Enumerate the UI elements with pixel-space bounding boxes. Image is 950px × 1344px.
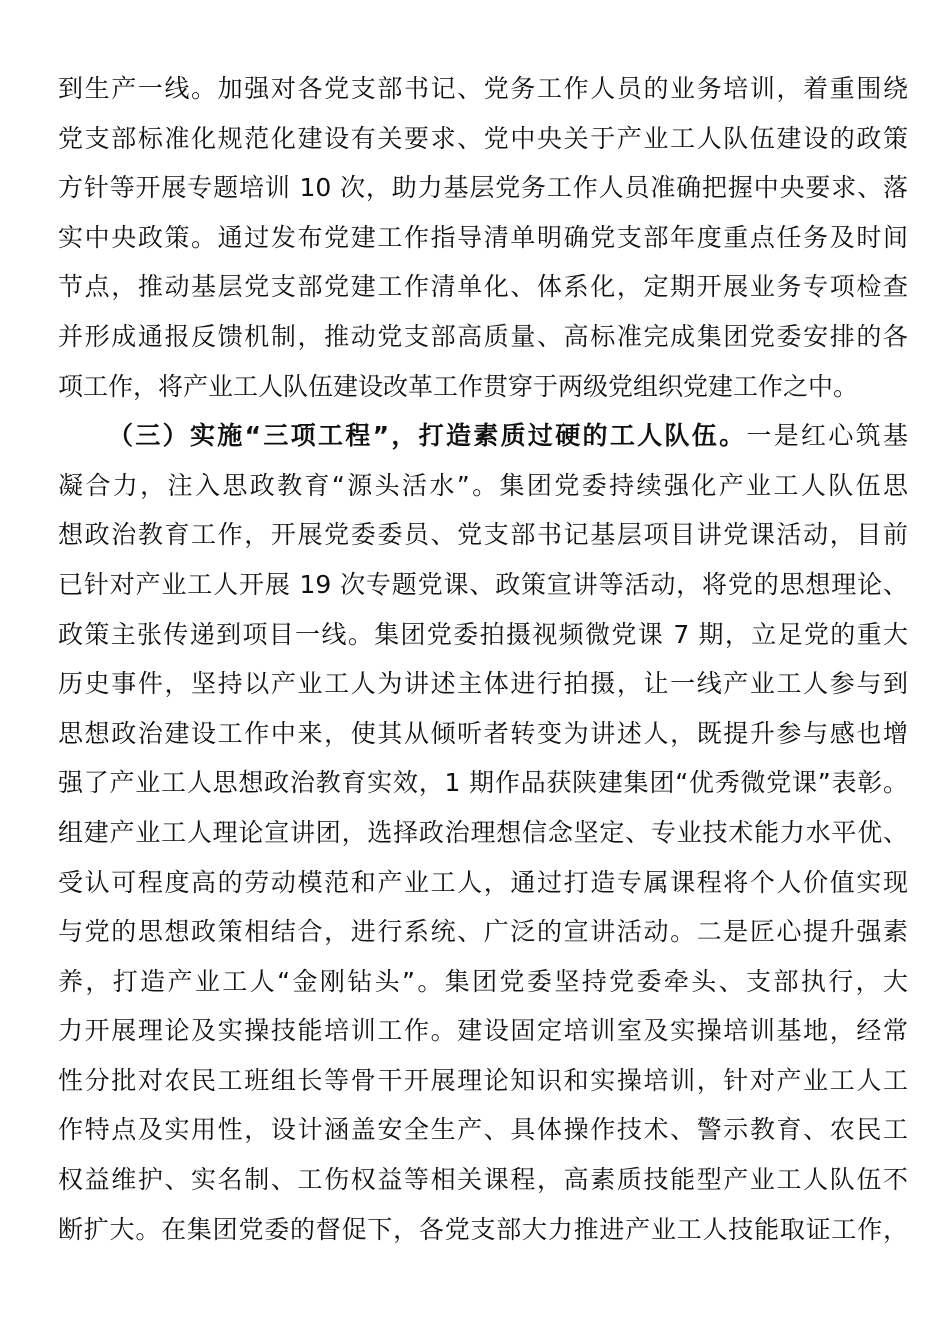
section-heading: （三）实施“三项工程”，打造素质过硬的工人队伍。 xyxy=(108,421,747,451)
text-run: 一是红心筑基 xyxy=(746,421,908,451)
text-line: 并形成通报反馈机制，推动党支部高质量、高标准完成集团党委安排的各 xyxy=(58,321,908,351)
text-line: 凝合力，注入思政教育“源头活水”。集团党委持续强化产业工人队伍思 xyxy=(58,470,908,500)
text-line: 作特点及实用性，设计涵盖安全生产、具体操作技术、警示教育、农民工 xyxy=(58,1115,908,1145)
text-line: 想政治教育工作，开展党委委员、党支部书记基层项目讲党课活动，目前 xyxy=(58,520,908,550)
text-line: 性分批对农民工班组长等骨干开展理论知识和实操培训，针对产业工人工 xyxy=(58,1065,908,1095)
text-line: 受认可程度高的劳动模范和产业工人，通过打造专属课程将个人价值实现 xyxy=(58,867,908,897)
text-line: 与党的思想政策相结合，进行系统、广泛的宣讲活动。二是匠心提升强素 xyxy=(58,917,908,947)
text-line: 方针等开展专题培训 10 次，助力基层党务工作人员准确把握中央要求、落 xyxy=(58,173,908,203)
text-line: 权益维护、实名制、工伤权益等相关课程，高素质技能型产业工人队伍不 xyxy=(58,1165,908,1195)
text-line: 思想政治建设工作中来，使其从倾听者转变为讲述人，既提升参与感也增 xyxy=(58,718,908,748)
text-line: 党支部标准化规范化建设有关要求、党中央关于产业工人队伍建设的政策 xyxy=(58,123,908,153)
text-line: 养，打造产业工人“金刚钻头”。集团党委坚持党委牵头、支部执行，大 xyxy=(58,966,908,996)
text-line: 到生产一线。加强对各党支部书记、党务工作人员的业务培训，着重围绕 xyxy=(58,74,908,103)
text-line: 强了产业工人思想政治教育实效，1 期作品获陕建集团“优秀微党课”表彰。 xyxy=(58,768,908,798)
text-line: 节点，推动基层党支部党建工作清单化、体系化，定期开展业务专项检查 xyxy=(58,272,908,302)
text-line: 实中央政策。通过发布党建工作指导清单明确党支部年度重点任务及时间 xyxy=(58,222,908,252)
text-line: 项工作，将产业工人队伍建设改革工作贯穿于两级党组织党建工作之中。 xyxy=(58,371,859,401)
text-line: 已针对产业工人开展 19 次专题党课、政策宣讲等活动，将党的思想理论、 xyxy=(58,569,908,599)
text-line: 政策主张传递到项目一线。集团党委拍摄视频微党课 7 期，立足党的重大 xyxy=(58,619,908,649)
text-line: 断扩大。在集团党委的督促下，各党支部大力推进产业工人技能取证工作， xyxy=(58,1214,908,1244)
text-line: 历史事件，坚持以产业工人为讲述主体进行拍摄，让一线产业工人参与到 xyxy=(58,669,908,699)
body-text xyxy=(58,64,908,1254)
paragraph-first-line xyxy=(58,411,908,461)
text-line: 力开展理论及实操技能培训工作。建设固定培训室及实操培训基地，经常 xyxy=(58,1016,908,1046)
text-line: 组建产业工人理论宣讲团，选择政治理想信念坚定、专业技术能力水平优、 xyxy=(58,817,908,847)
